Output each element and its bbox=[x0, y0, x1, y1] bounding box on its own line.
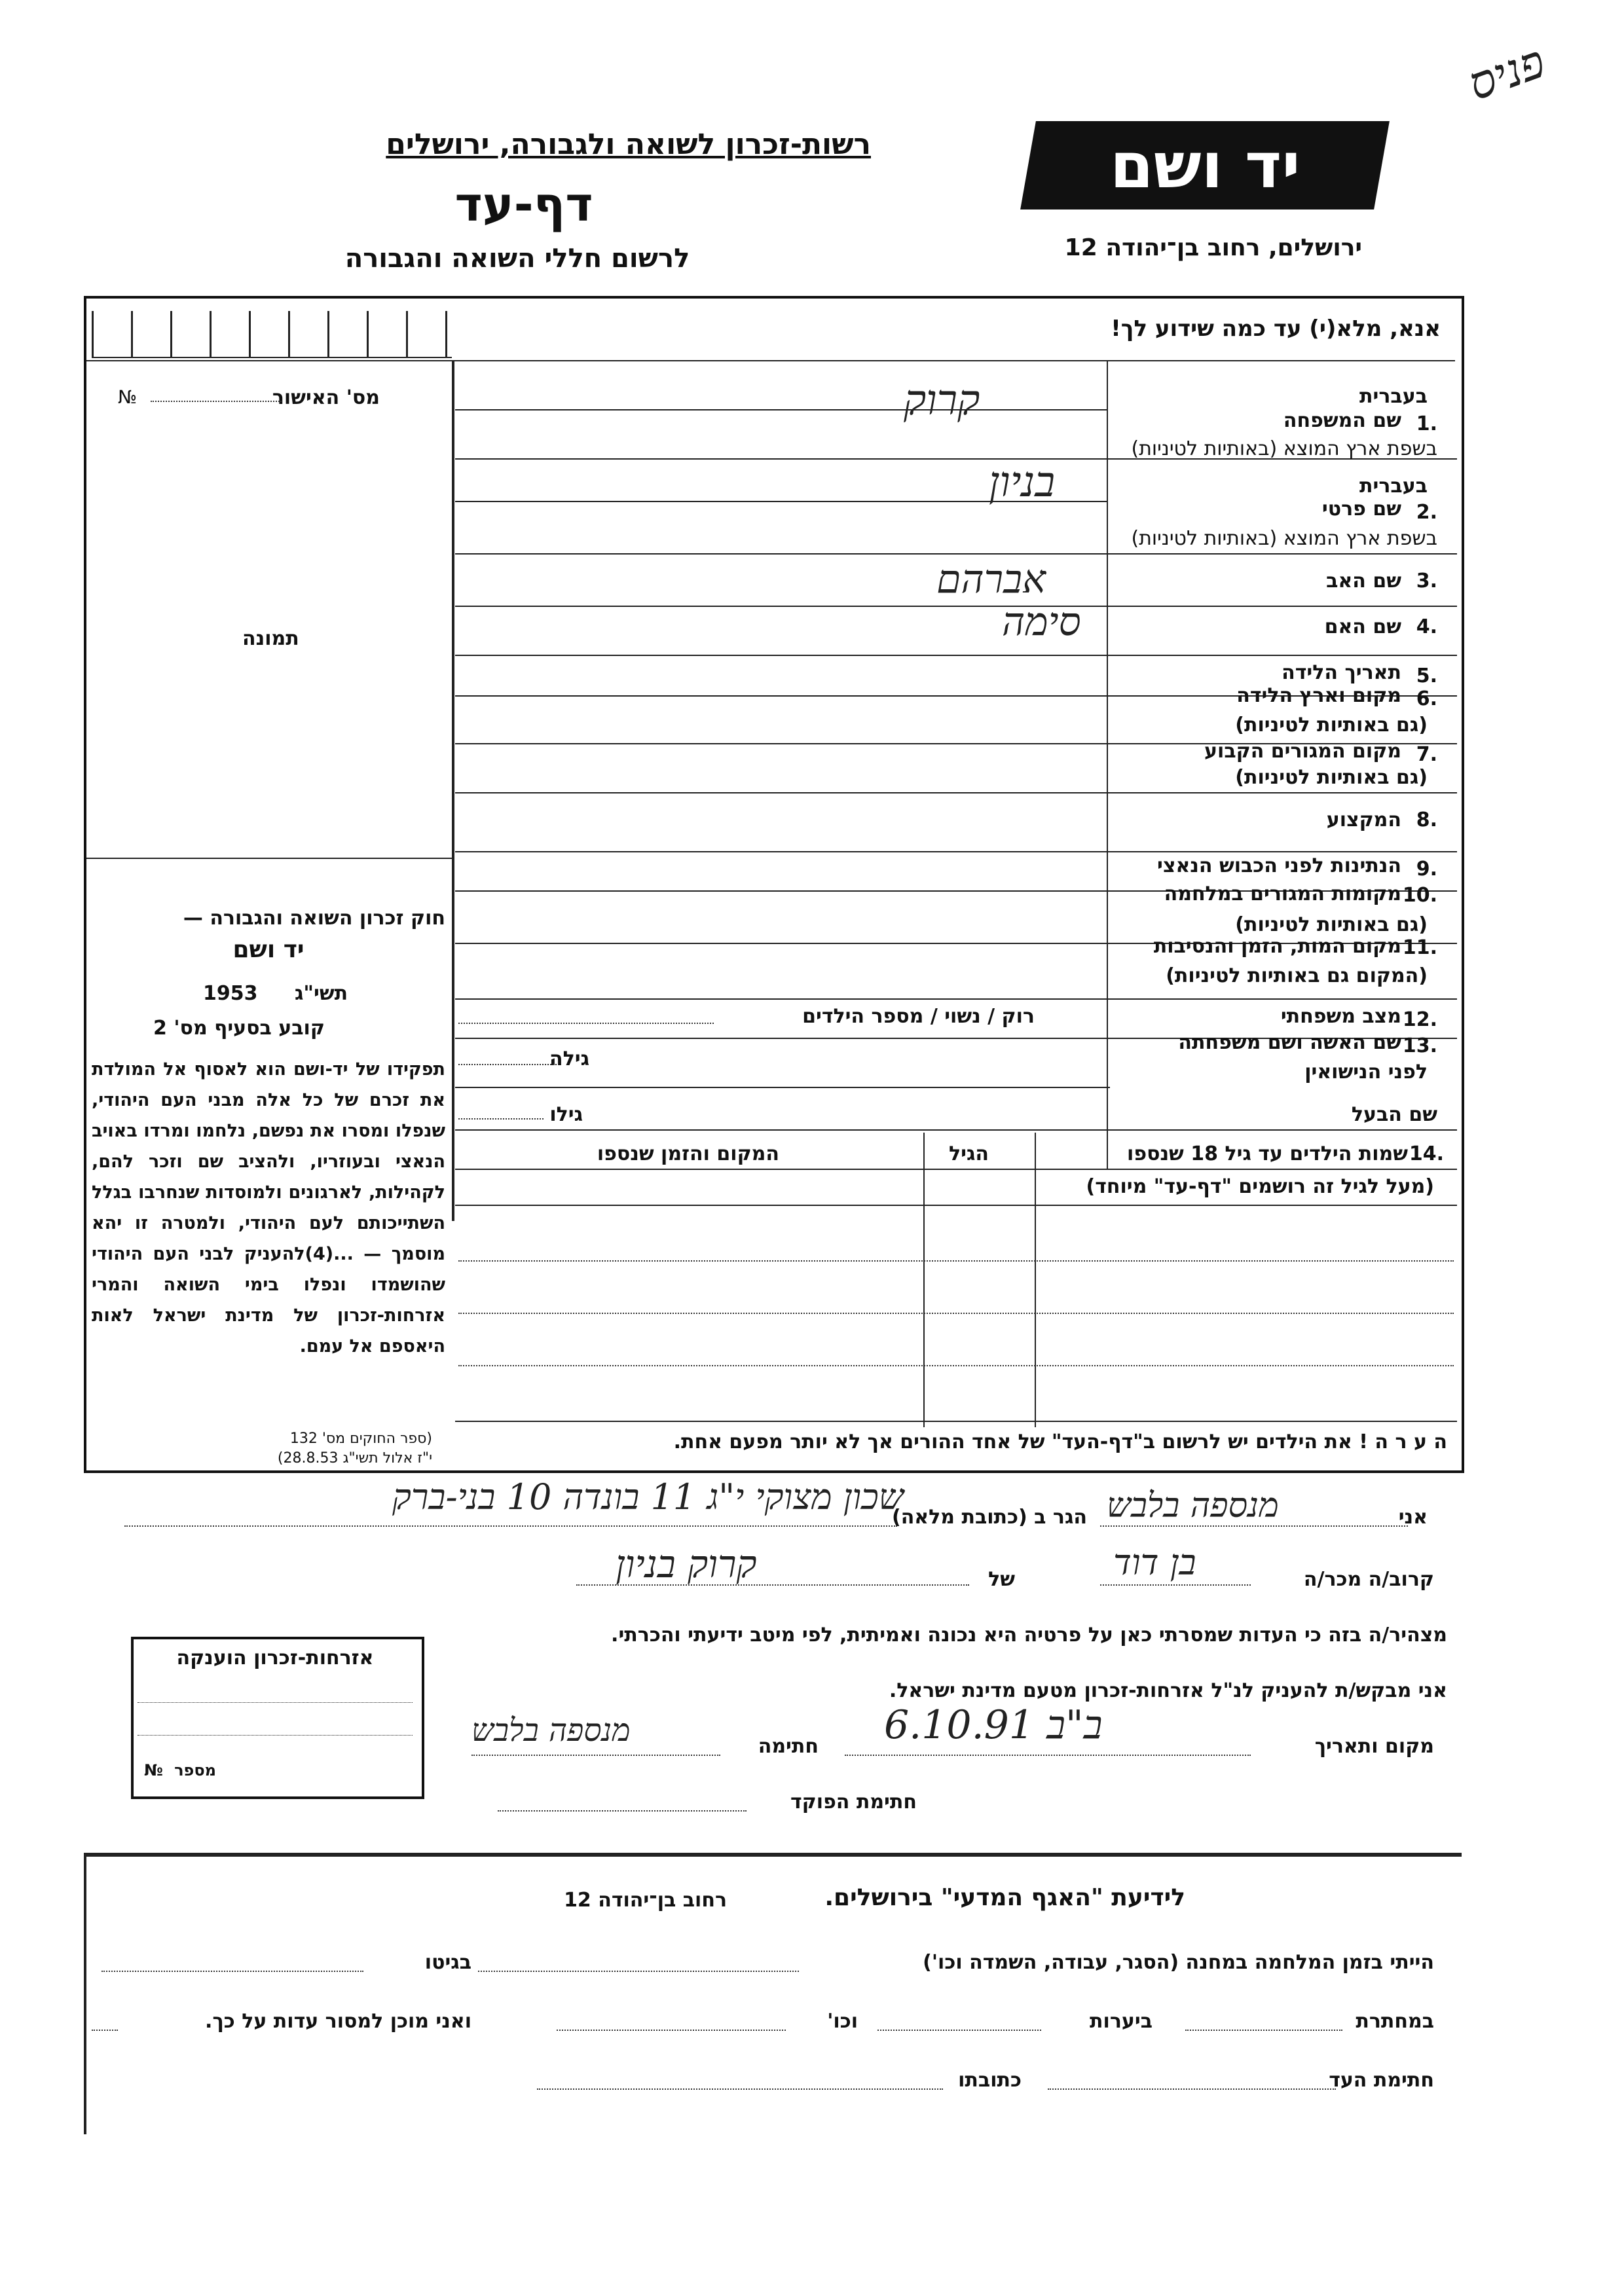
form-subtitle: לרשום חללי השואה והגבורה bbox=[344, 244, 690, 274]
officer-signature-label: חתימת הפוקד bbox=[790, 1791, 917, 1813]
relation-value[interactable]: בן דוד bbox=[1113, 1542, 1196, 1583]
f12-num: .12 bbox=[1402, 1008, 1437, 1031]
f1-sub: בשפת ארץ המוצא (באותיות לטיניות) bbox=[1131, 437, 1437, 460]
f7-sub: (גם באותיות לטיניות) bbox=[1235, 766, 1428, 789]
yad-vashem-logo bbox=[1020, 121, 1390, 210]
f13-sub: לפני הנישואין bbox=[1304, 1061, 1428, 1084]
declarant-address[interactable]: שכון מצוקי י"ג 11 בונדה 10 בני-ברק bbox=[392, 1476, 904, 1518]
f1-hebrew-label: בעברית bbox=[1359, 385, 1428, 408]
law-source: (ספר החוקים מס' 132 bbox=[289, 1430, 432, 1447]
witness-signature-label: חתימת העד bbox=[1329, 2069, 1434, 2092]
logo-text: יד ושם bbox=[1109, 128, 1301, 202]
f5-num: .5 bbox=[1416, 665, 1437, 687]
form-intro: אנא, מלא(י) עד כמה שידוע לך! bbox=[1111, 316, 1441, 342]
f4-value[interactable]: סימה bbox=[1002, 599, 1081, 645]
children-place-col: המקום והזמן שנספו bbox=[597, 1142, 779, 1165]
form-title: דף-עד bbox=[454, 177, 593, 232]
f3-num: .3 bbox=[1416, 570, 1437, 592]
f11-num: .11 bbox=[1402, 936, 1437, 959]
declarant-name[interactable]: מנספה בלבש bbox=[1107, 1486, 1279, 1525]
f13-num: .13 bbox=[1402, 1034, 1437, 1057]
husband-age-label: גילו bbox=[549, 1103, 583, 1126]
place-date-value[interactable]: ב"ב 6.10.91 bbox=[884, 1702, 1103, 1748]
intel-forests-label: ביערות bbox=[1090, 2010, 1153, 2033]
law-year: 1953 bbox=[203, 982, 258, 1005]
f11-sub: (המקום גם באותיות לטיניות) bbox=[1166, 964, 1428, 987]
f10-label: מקומות המגורים במלחמה bbox=[1164, 883, 1401, 905]
f8-num: .8 bbox=[1416, 809, 1437, 831]
photo-label: תמונה bbox=[242, 627, 299, 650]
f10-sub: (גם באותיות לטיניות) bbox=[1235, 913, 1428, 936]
f7-label: מקום המגורים הקבוע bbox=[1204, 740, 1401, 763]
approval-no-label: מס' האישור bbox=[272, 386, 380, 409]
law-clause: קובע בסעיף מס' 2 bbox=[153, 1017, 325, 1040]
law-date: י"ז אלול תשי"ג 28.8.53) bbox=[277, 1450, 432, 1467]
f5-label: תאריך הלידה bbox=[1282, 661, 1401, 684]
f1-num: .1 bbox=[1416, 412, 1437, 435]
f8-label: המקצוע bbox=[1326, 809, 1401, 831]
f2-label: שם פרטי bbox=[1321, 498, 1401, 520]
f12-label: מצב משפחתי bbox=[1280, 1005, 1401, 1028]
intel-underground-label: במחתרת bbox=[1356, 2010, 1434, 2033]
witness-address-label: כתובתו bbox=[958, 2069, 1022, 2092]
husband-label: שם הבעל bbox=[1351, 1103, 1437, 1126]
children-note: ה ע ר ה ! את הילדים יש לרשום ב"דף-העד" של אחד ההורים אך לא יותר מפעם אחת. bbox=[673, 1430, 1447, 1453]
f6-sub: (גם באותיות לטיניות) bbox=[1235, 714, 1428, 737]
f3-label: שם האב bbox=[1326, 570, 1401, 592]
f2-num: .2 bbox=[1416, 501, 1437, 524]
f3-value[interactable]: אברהם bbox=[936, 556, 1046, 602]
f14-num: .14 bbox=[1409, 1142, 1444, 1165]
law-logo: יד ושם bbox=[232, 936, 304, 963]
law-title: חוק זכרון השואה והגבורה — bbox=[183, 907, 445, 930]
declaration-text: מצהיר/ה בזה כי העדות שמסרתי כאן על פרטיה היא נכונה ואמיתית, לפי מיטב ידיעתי והכרתי. bbox=[611, 1624, 1447, 1647]
f9-label: הנתינות לפני הכבוש הנאצי bbox=[1157, 854, 1401, 877]
place-date-label: מקום ותאריך bbox=[1314, 1735, 1434, 1758]
f10-num: .10 bbox=[1402, 884, 1437, 907]
f1-label: שם המשפחה bbox=[1283, 409, 1401, 432]
relative-label: קרוב/ה מכר/ה bbox=[1303, 1568, 1434, 1591]
f4-num: .4 bbox=[1416, 615, 1437, 638]
f4-label: שם האם bbox=[1324, 615, 1401, 638]
f6-label: מקום וארץ הלידה bbox=[1236, 684, 1401, 707]
f12-options: רוק / נשוי / מספר הילדים bbox=[802, 1005, 1035, 1028]
of-label: של bbox=[988, 1568, 1015, 1591]
f9-num: .9 bbox=[1416, 858, 1437, 881]
intel-willing-label: ואני מוכן למסור עדות על כך. bbox=[205, 2010, 471, 2033]
address: ירושלים, רחוב בן־יהודה 12 bbox=[1064, 234, 1362, 261]
f11-label: מקום המות, הזמן והנסיבות bbox=[1153, 935, 1401, 958]
f13-label: שם האשה ושם משפחתה bbox=[1178, 1031, 1401, 1054]
f2-hebrew-label: בעברית bbox=[1359, 475, 1428, 498]
approval-tick-strip bbox=[92, 311, 452, 358]
corner-signature: פניס bbox=[1461, 34, 1553, 111]
signature-label: חתימה bbox=[758, 1735, 819, 1758]
intel-ghetto-label: בגיטו bbox=[424, 1951, 471, 1974]
intel-etc-label: וכו' bbox=[827, 2010, 858, 2033]
f6-num: .6 bbox=[1416, 687, 1437, 710]
f2-sub: בשפת ארץ המוצא (באותיות לטיניות) bbox=[1131, 527, 1437, 550]
intel-camp-label: הייתי בזמן המלחמה במחנה (הסגר, עבודה, השמדה וכו') bbox=[923, 1951, 1434, 1974]
f14-label: שמות הילדים עד גיל 18 שנספו bbox=[1127, 1142, 1408, 1165]
declarant-signature[interactable]: מנספה בלבש bbox=[471, 1712, 631, 1749]
children-age-col: הגיל bbox=[949, 1142, 989, 1165]
f7-num: .7 bbox=[1416, 743, 1437, 766]
law-year-he: תשי"ג bbox=[295, 982, 348, 1005]
approval-no-symbol: № bbox=[118, 386, 138, 408]
f14-sub: (מעל לגיל זה רושמים "דף-עד" מיוחד) bbox=[1086, 1175, 1434, 1198]
wife-age-label: גילה bbox=[549, 1048, 589, 1070]
request-text: אני מבקש/ת להעניק לנ"ל אזרחות-זכרון מטעם מדינת ישראל. bbox=[889, 1679, 1447, 1702]
declarant-address-label: הגר ב (כתובת מלאה) bbox=[891, 1506, 1087, 1529]
of-value[interactable]: קרוק בניון bbox=[616, 1542, 757, 1586]
f1-value[interactable]: קרוק bbox=[904, 376, 980, 425]
declarant-i-label: אני bbox=[1398, 1506, 1428, 1529]
intelligence-address: רחוב בן־יהודה 12 bbox=[564, 1889, 727, 1912]
law-body: תפקידו של יד-ושם הוא לאסוף אל המולדת את זכרם של כל אלה מבני העם היהודי, שנפלו ומסרו את נפשם, נלחמו ומרדו באויב הנאצי ובעוזריו, ולהציב שם וזכר להם, לקהילות, לארגונים ולמוסדות שנחרבו בגלל השתייכותם לעם היהודי, ולמטרה זו יהא מוסמך — ...(4)להעניק לבני העם היהודי שהושמדו ונפלו בימי השואה והמרי אזרחות-זכרון של מדינת ישראל לאות היאספם אל עמם. bbox=[92, 1059, 445, 1357]
citizenship-box-title: אזרחות-זכרון הוענקה bbox=[176, 1647, 374, 1669]
citizenship-number-label: מספר bbox=[174, 1761, 216, 1779]
citizenship-no-symbol: № bbox=[144, 1761, 163, 1779]
f2-value[interactable]: בניון bbox=[989, 458, 1056, 507]
intelligence-title: לידיעת "האגף המדעי" בירושלים. bbox=[824, 1884, 1185, 1911]
institution-name: רשות-זכרון לשואה ולגבורה, ירושלים bbox=[386, 128, 871, 161]
